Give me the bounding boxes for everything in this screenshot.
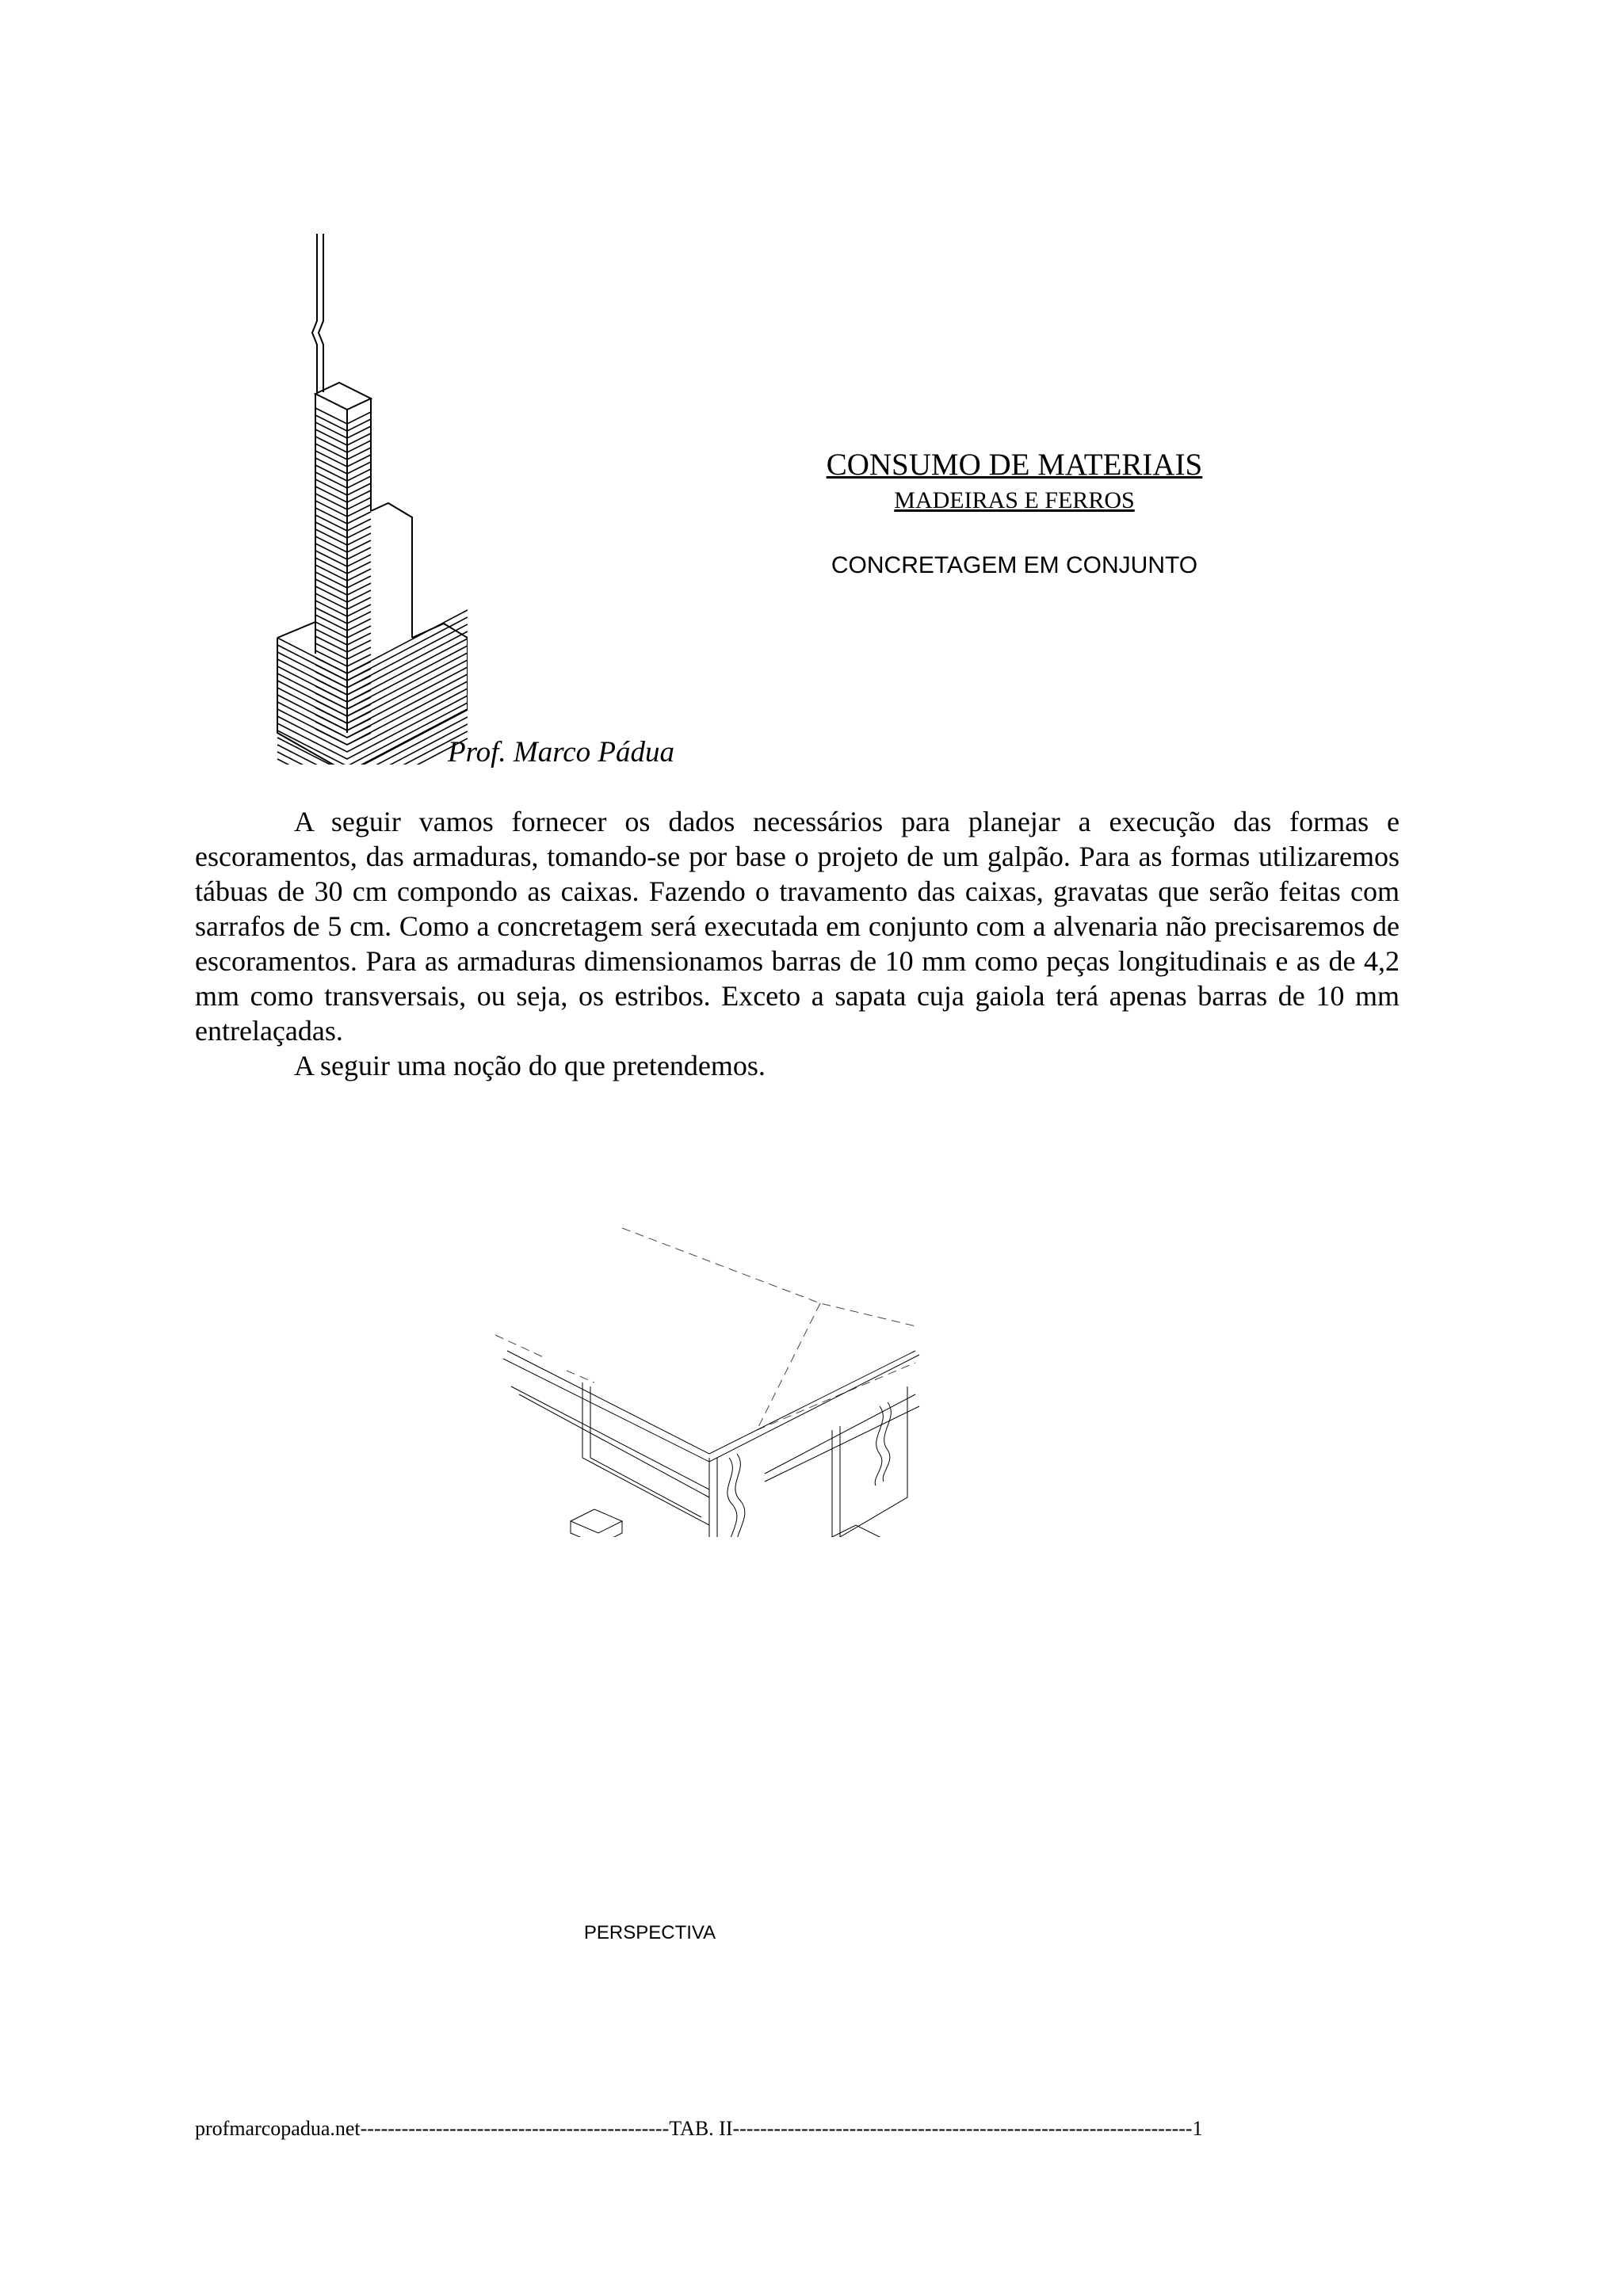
wall-lower-edge-left-2 bbox=[519, 1394, 709, 1497]
figure-caption: PERSPECTIVA bbox=[583, 1922, 716, 1943]
wall-lower-edge-right-2 bbox=[765, 1406, 919, 1482]
tower-floor-lines bbox=[277, 408, 468, 765]
projection-dashed-lines bbox=[495, 1228, 919, 1430]
frame-left-inner bbox=[590, 1386, 701, 1517]
tower-mid-step bbox=[371, 503, 412, 638]
page-title: CONSUMO DE MATERIAIS bbox=[826, 448, 1203, 482]
page-subtitle: MADEIRAS E FERROS bbox=[894, 486, 1135, 513]
frame-right bbox=[717, 1426, 840, 1537]
tower-base-block bbox=[277, 622, 468, 765]
paragraph-2: A seguir uma noção do que pretendemos. bbox=[294, 1050, 766, 1081]
broken-edge-1 bbox=[727, 1458, 737, 1537]
broken-edge-2 bbox=[735, 1454, 745, 1537]
frame-left bbox=[582, 1383, 709, 1525]
wall-top-edge-inner bbox=[503, 1355, 919, 1462]
broken-edge-3 bbox=[875, 1406, 883, 1486]
author-name: Prof. Marco Pádua bbox=[448, 736, 675, 769]
wall-lower-edge-left bbox=[511, 1386, 709, 1489]
page-footer: profmarcopadua.net---------------------------------------------TAB. II-------------------------------------------------------------------1 bbox=[195, 2117, 1203, 2140]
antenna-line-left bbox=[312, 234, 317, 392]
perspective-drawing bbox=[262, 1220, 1165, 1537]
tower-illustration bbox=[262, 226, 468, 765]
footing-left bbox=[571, 1509, 622, 1537]
title-block bbox=[792, 448, 1236, 579]
frame-right-inner bbox=[725, 1430, 832, 1537]
footing-right bbox=[832, 1525, 880, 1537]
section-heading: CONCRETAGEM EM CONJUNTO bbox=[831, 551, 1198, 578]
body-text bbox=[195, 804, 1400, 1083]
antenna-line-right bbox=[319, 234, 323, 392]
broken-edge-4 bbox=[883, 1402, 891, 1482]
paragraph-1: A seguir vamos fornecer os dados necessários para planejar a execução das formas e escoramentos, das armaduras, tomando-se por base o projeto de um galpão. Para as formas utilizaremos tábuas de 30 cm compondo as caixas. Fazendo o travamento das caixas, gravatas que serão feitas com sarrafos de 5 cm. Como a concretagem será executada em conjunto com a alvenaria não precisaremos de escoramentos. Para as armaduras dimensionamos barras de 10 mm como peças longitudinais e as de 4,2 mm como transversais, ou seja, os estribos. Exceto a sapata cuja gaiola terá apenas barras de 10 mm entrelaçadas. bbox=[195, 806, 1400, 1047]
frame-right-far bbox=[840, 1386, 907, 1537]
